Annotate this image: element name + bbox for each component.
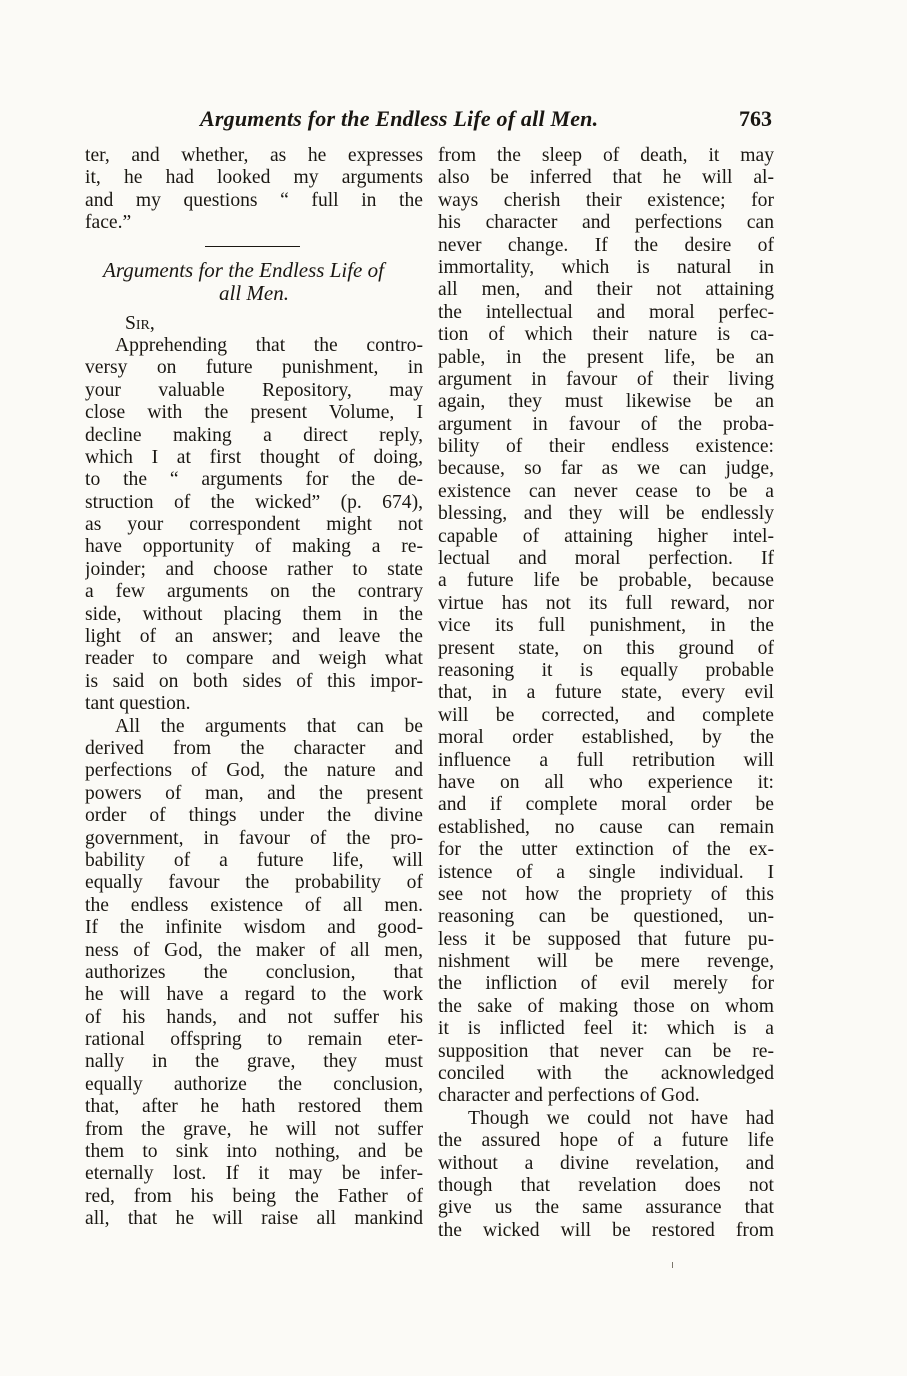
text-line: to the “ arguments for the de- (85, 469, 423, 491)
text-line: from the grave, he will not suffer (85, 1118, 423, 1140)
text-line: derived from the character and (85, 737, 423, 759)
text-line: the assured hope of a future life (438, 1130, 774, 1152)
text-line: the wicked will be restored from (438, 1219, 774, 1241)
text-line: influence a full retribution will (438, 749, 774, 771)
text-line: decline making a direct reply, (85, 424, 423, 446)
text-line: that, in a future state, every evil (438, 682, 774, 704)
text-line: versy on future punishment, in (85, 357, 423, 379)
text-line: close with the present Volume, I (85, 402, 423, 424)
text-line: of his hands, and not suffer his (85, 1006, 423, 1028)
text-line: tion of which their nature is ca- (438, 324, 774, 346)
paragraph (438, 145, 774, 1108)
text-line: his character and perfections can (438, 212, 774, 234)
text-line: red, from his being the Father of (85, 1185, 423, 1207)
section-divider (85, 235, 423, 257)
text-line: the intellectual and moral perfec- (438, 301, 774, 323)
text-line: nishment will be mere revenge, (438, 951, 774, 973)
article-title-line: Arguments for the Endless Life of (103, 257, 384, 282)
text-line: have on all who experience it: (438, 771, 774, 793)
text-line: the infliction of evil merely for (438, 973, 774, 995)
text-line: your valuable Repository, may (85, 379, 423, 401)
text-line: tant question. (85, 693, 191, 715)
text-line: argument in favour of the proba- (438, 413, 774, 435)
text-line: lectual and moral perfection. If (438, 548, 774, 570)
text-line: is said on both sides of this impor- (85, 670, 423, 692)
text-line: have opportunity of making a re- (85, 536, 423, 558)
text-line: character and perfections of God. (438, 1085, 700, 1107)
text-line: existence can never cease to be a (438, 480, 774, 502)
text-line: Apprehending that the contro- (115, 334, 423, 356)
text-line: supposition that never can be re- (438, 1040, 774, 1062)
text-line: rational offspring to remain eter- (85, 1029, 423, 1051)
text-line: it is inflicted feel it: which is a (438, 1018, 774, 1040)
article-title (85, 259, 423, 305)
text-line: pable, in the present life, be an (438, 346, 774, 368)
text-line: equally authorize the conclusion, (85, 1073, 423, 1095)
text-line: nally in the grave, they must (85, 1051, 423, 1073)
left-column (85, 145, 423, 1231)
text-line: though that revelation does not (438, 1174, 774, 1196)
text-line: conciled with the acknowledged (438, 1063, 774, 1085)
text-line: virtue has not its full reward, nor (438, 592, 774, 614)
text-line: which I at first thought of doing, (85, 446, 423, 468)
text-line: a future life be probable, because (438, 570, 774, 592)
paragraph (85, 716, 423, 1231)
text-line: without a divine revelation, and (438, 1152, 774, 1174)
text-line: argument in favour of their living (438, 368, 774, 390)
text-line: capable of attaining higher intel- (438, 525, 774, 547)
text-line: as your correspondent might not (85, 514, 423, 536)
salutation: Sir, (125, 312, 155, 334)
text-line: also be inferred that he will al- (438, 167, 774, 189)
text-line: less it be supposed that future pu- (438, 928, 774, 950)
text-line: never change. If the desire of (438, 234, 774, 256)
text-line: ness of God, the maker of all men, (85, 939, 423, 961)
page-number: 763 (739, 106, 772, 131)
text-line: will be corrected, and complete (438, 704, 774, 726)
text-line: the sake of making those on whom (438, 995, 774, 1017)
text-line: equally favour the probability of (85, 872, 423, 894)
text-line: If the infinite wisdom and good- (85, 917, 423, 939)
text-line: immortality, which is natural in (438, 256, 774, 278)
text-line: all men, and their not attaining (438, 279, 774, 301)
text-line: established, no cause can remain (438, 816, 774, 838)
text-line: perfections of God, the nature and (85, 760, 423, 782)
print-mark (672, 1262, 673, 1268)
text-line: bability of a future life, will (85, 849, 423, 871)
text-line: vice its full punishment, in the (438, 615, 774, 637)
text-line: side, without placing them in the (85, 603, 423, 625)
text-line: he will have a regard to the work (85, 984, 423, 1006)
text-line: see not how the propriety of this (438, 883, 774, 905)
text-line: reasoning can be questioned, un- (438, 906, 774, 928)
text-line: All the arguments that can be (115, 715, 423, 737)
text-line: blessing, and they will be endlessly (438, 503, 774, 525)
text-line: order of things under the divine (85, 805, 423, 827)
text-line: struction of the wicked” (p. 674), (85, 491, 423, 513)
text-line: present state, on this ground of (438, 637, 774, 659)
text-line: ways cherish their existence; for (438, 189, 774, 211)
text-line: because, so far as we can judge, (438, 458, 774, 480)
text-line: a few arguments on the contrary (85, 581, 423, 603)
text-line: eternally lost. If it may be infer- (85, 1163, 423, 1185)
text-line: bility of their endless existence: (438, 436, 774, 458)
text-line: ter, and whether, as he expresses (85, 145, 423, 166)
text-line: again, they must likewise be an (438, 391, 774, 413)
paragraph (85, 335, 423, 716)
right-column (438, 145, 774, 1242)
text-line: it, he had looked my arguments (85, 167, 423, 189)
text-line: for the utter extinction of the ex- (438, 839, 774, 861)
text-line: that, after he hath restored them (85, 1096, 423, 1118)
text-line: face.” (85, 212, 132, 234)
text-line: them to sink into nothing, and be (85, 1141, 423, 1163)
text-line: give us the same assurance that (438, 1197, 774, 1219)
text-line: and my questions “ full in the (85, 189, 423, 211)
running-head: Arguments for the Endless Life of all Men. (200, 106, 599, 131)
paragraph (438, 1108, 774, 1242)
running-header (120, 100, 780, 136)
text-line: the endless existence of all men. (85, 894, 423, 916)
opening-fragment (85, 145, 423, 235)
text-line: reasoning it is equally probable (438, 659, 774, 681)
text-line: Though we could not have had (468, 1107, 774, 1129)
text-line: all, that he will raise all mankind (85, 1208, 423, 1230)
text-line: istence of a single individual. I (438, 861, 774, 883)
text-line: authorizes the conclusion, that (85, 961, 423, 983)
text-line: powers of man, and the present (85, 782, 423, 804)
text-line: government, in favour of the pro- (85, 827, 423, 849)
text-line: light of an answer; and leave the (85, 626, 423, 648)
article-title-line: all Men. (219, 280, 289, 305)
text-line: reader to compare and weigh what (85, 648, 423, 670)
text-line: and if complete moral order be (438, 794, 774, 816)
text-line: joinder; and choose rather to state (85, 558, 423, 580)
text-line: moral order established, by the (438, 727, 774, 749)
text-line: from the sleep of death, it may (438, 145, 774, 166)
